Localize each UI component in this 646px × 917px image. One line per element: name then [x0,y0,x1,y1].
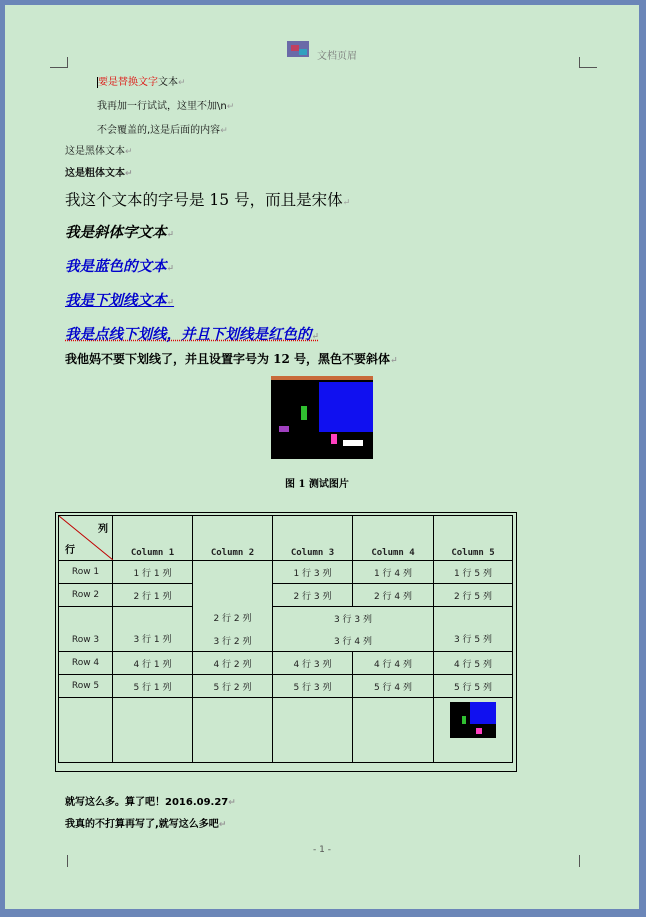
table-cell: 1 行 3 列 [273,561,353,584]
table-cell: 4 行 5 列 [434,652,513,675]
table-cell: 3 行 5 列 [434,607,513,652]
table-cell: 3 行 4 列 [273,629,434,652]
table-cell [193,561,273,607]
table-cell: 4 行 4 列 [353,652,434,675]
table-cell: 2 行 5 列 [434,584,513,607]
corner-col-label: 列 [98,524,108,535]
text-line-bold: 这是粗体文本↵ [65,168,133,179]
table-cell [273,698,353,763]
figure-caption: 图 1 测试图片 [285,479,349,490]
document-page [5,5,639,909]
table-cell: 1 行 4 列 [353,561,434,584]
table-cell: 1 行 5 列 [434,561,513,584]
crop-mark [579,855,580,867]
crop-mark [67,855,68,867]
table-cell: 2 行 4 列 [353,584,434,607]
table-cell: 4 行 3 列 [273,652,353,675]
row-header: Row 1 [59,561,113,584]
text-span: 我真的不打算再写了,就写这么多吧 [65,819,219,830]
text-span: 我再加一行试试，这里不加\n [97,101,227,112]
table-image-cell [434,698,513,763]
text-line-underline: 我是下划线文本↵ [65,292,175,309]
text-span: 我是下划线文本 [65,292,167,309]
column-header: Column 5 [434,516,513,561]
text-span: 我是斜体字文本 [65,224,167,241]
text-span: 我是点线下划线，并且下划线是红色的 [65,326,312,343]
table-cell: 4 行 1 列 [113,652,193,675]
table-cell: 1 行 1 列 [113,561,193,584]
table-cell: 5 行 2 列 [193,675,273,698]
figure-image [271,376,373,459]
text-span: 这是黑体文本 [65,146,125,157]
text-line-1: 要是替换文字文本↵ [98,77,186,88]
replaced-text: 要是替换文字 [98,77,158,88]
crop-mark [50,67,68,68]
text-span: 这是粗体文本 [65,168,125,179]
table-cell: 2 行 1 列 [113,584,193,607]
table-cell [59,698,113,763]
table-cell: 4 行 2 列 [193,652,273,675]
text-line-12pt: 我他妈不要下划线了，并且设置字号为 12 号，黑色不要斜体↵ [65,352,398,366]
table-cell [113,698,193,763]
crop-mark [67,57,68,68]
text-span: 我是蓝色的文本 [65,258,167,275]
text-line-2: 我再加一行试试，这里不加\n↵ [97,101,235,112]
table-cell: 2 行 3 列 [273,584,353,607]
closing-line-2: 我真的不打算再写了,就写这么多吧↵ [65,819,227,830]
crop-mark [579,57,580,68]
column-header: Column 4 [353,516,434,561]
corner-row-label: 行 [65,545,75,556]
table-cell: 3 行 1 列 [113,607,193,652]
row-header: Row 2 [59,584,113,607]
text-line-dotted-underline: 我是点线下划线，并且下划线是红色的↵ [65,326,320,343]
text-line-15pt: 我这个文本的字号是 15 号，而且是宋体↵ [65,191,351,209]
text-span: 我他妈不要下划线了，并且设置字号为 12 号，黑色不要斜体 [65,352,391,366]
header-text: 文档页眉 [317,51,357,62]
table-cell [193,698,273,763]
table-cell: 3 行 2 列 [193,629,273,652]
table-cell: 5 行 5 列 [434,675,513,698]
header-logo-image [287,41,309,57]
data-table [58,515,513,763]
text-line-3: 不会覆盖的,这是后面的内容↵ [97,125,228,136]
closing-line-1: 就写这么多。算了吧！2016.09.27↵ [65,797,236,808]
text-span: 文本 [158,77,178,88]
text-span: 我这个文本的字号是 15 号，而且是宋体 [65,191,343,209]
text-span: 就写这么多。算了吧！2016.09.27 [65,797,229,808]
table-cell-merged: 3 行 3 列 [273,607,434,630]
table-corner-cell [59,516,113,561]
row-header: Row 4 [59,652,113,675]
column-header: Column 3 [273,516,353,561]
table-cell: 5 行 1 列 [113,675,193,698]
column-header: Column 1 [113,516,193,561]
table-cell [353,698,434,763]
crop-mark [579,67,597,68]
text-line-heiti: 这是黑体文本↵ [65,146,133,157]
text-line-blue: 我是蓝色的文本↵ [65,258,175,275]
row-header: Row 3 [59,607,113,652]
row-header: Row 5 [59,675,113,698]
text-line-italic: 我是斜体字文本↵ [65,224,175,241]
table-cell: 2 行 2 列 [193,607,273,630]
table-cell: 5 行 4 列 [353,675,434,698]
column-header: Column 2 [193,516,273,561]
page-number: - 1 - [313,845,331,855]
text-span: 不会覆盖的,这是后面的内容 [97,125,221,136]
table-cell: 5 行 3 列 [273,675,353,698]
table-image [450,702,496,738]
